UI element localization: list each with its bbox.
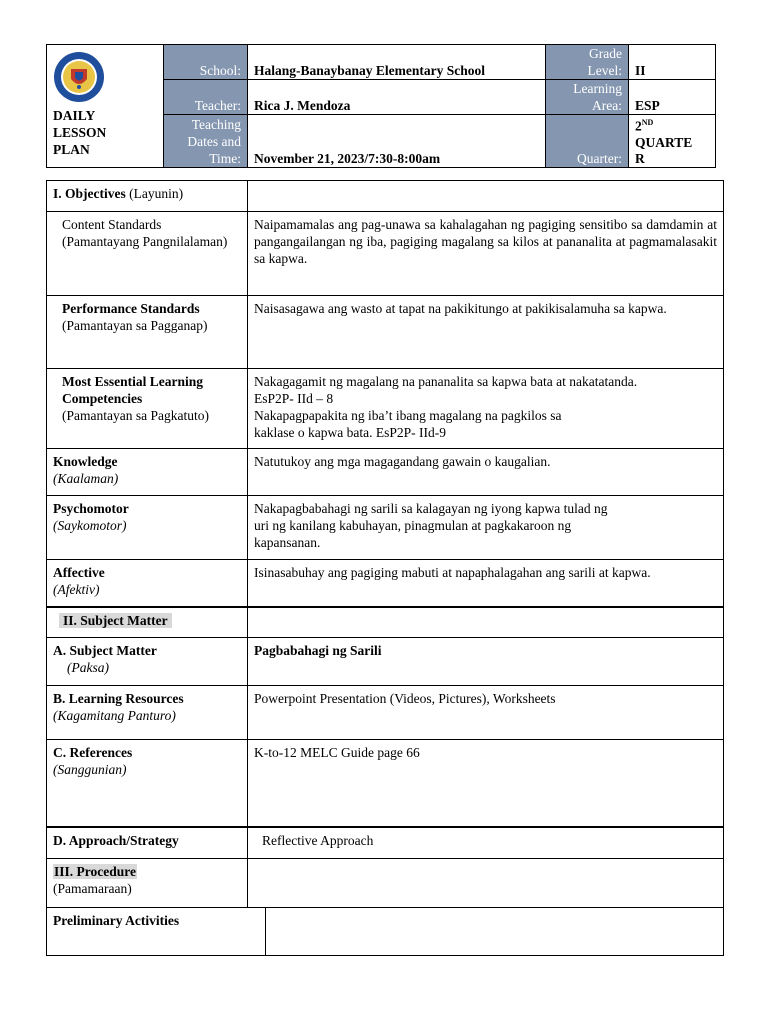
knowledge-label-cell	[47, 449, 248, 496]
dates-value: November 21, 2023/7:30-8:00am	[248, 115, 546, 168]
area-label-line: Learning	[573, 81, 622, 96]
school-value: Halang-Banaybanay Elementary School	[248, 45, 546, 80]
subject-b-sub: (Kagamitang Panturo)	[53, 708, 176, 723]
procedure-row	[47, 859, 724, 908]
procedure-empty	[248, 859, 724, 908]
psychomotor-text-cell	[248, 496, 724, 560]
grade-value: II	[629, 45, 716, 80]
area-value: ESP	[629, 80, 716, 115]
dates-label-line: Dates and	[187, 133, 241, 149]
knowledge-text: Natutukoy ang mga magagandang gawain o kaugalian.	[248, 449, 724, 496]
psychomotor-line: uri ng kanilang kabuhayan, pinagmulan at pagkakaroon ng	[254, 518, 572, 533]
content-standards-sub: (Pamantayang Pangnilalaman)	[62, 234, 228, 249]
psychomotor-row	[47, 496, 724, 560]
doc-title-line: DAILY	[53, 108, 96, 123]
area-label	[546, 80, 629, 115]
area-label-line: Area:	[592, 98, 622, 113]
subject-title-cell	[47, 607, 248, 638]
performance-standards-sub: (Pamantayan sa Pagganap)	[62, 318, 208, 333]
subject-b-text: Powerpoint Presentation (Videos, Pictures), Worksheets	[248, 686, 724, 740]
subject-d-label: D. Approach/Strategy	[47, 827, 248, 859]
objectives-row	[47, 181, 724, 212]
melc-line: EsP2P- IId – 8	[254, 391, 334, 406]
melc-line: kaklase o kapwa bata. EsP2P- IId-9	[254, 425, 446, 440]
subject-b-label: B. Learning Resources	[53, 691, 184, 706]
objectives-title-bold: I. Objectives	[53, 186, 126, 201]
subject-c-row	[47, 740, 724, 828]
teacher-value: Rica J. Mendoza	[248, 80, 546, 115]
melc-sub: (Pamantayan sa Pagkatuto)	[62, 408, 209, 423]
subject-d-text: Reflective Approach	[248, 827, 724, 859]
preliminary-table	[46, 907, 724, 956]
affective-label: Affective	[53, 565, 105, 580]
teacher-label: Teacher:	[164, 80, 248, 115]
subject-b-row	[47, 686, 724, 740]
quarter-number	[635, 115, 709, 135]
affective-label-cell	[47, 560, 248, 608]
quarter-value	[629, 115, 716, 168]
melc-label-line: Competencies	[62, 391, 143, 406]
subject-c-label-cell	[47, 740, 248, 828]
quarter-word-line: QUARTE	[635, 134, 693, 150]
content-standards-label-cell	[47, 212, 248, 296]
knowledge-row	[47, 449, 724, 496]
subject-a-row	[47, 638, 724, 686]
subject-c-label: C. References	[53, 745, 133, 760]
quarter-num: 2	[635, 118, 642, 134]
deped-seal-icon	[53, 51, 105, 103]
performance-standards-label: Performance Standards	[62, 301, 200, 316]
subject-title-row	[47, 607, 724, 638]
procedure-sub: (Pamamaraan)	[53, 881, 132, 896]
psychomotor-label: Psychomotor	[53, 501, 129, 516]
quarter-sup: ND	[641, 118, 654, 127]
procedure-title: III. Procedure	[54, 864, 136, 879]
affective-text: Isinasabuhay ang pagiging mabuti at napaphalagahan ang sarili at kapwa.	[248, 560, 724, 608]
affective-row	[47, 560, 724, 608]
preliminary-row	[47, 908, 724, 956]
subject-a-sub: (Paksa)	[67, 660, 109, 675]
melc-line: Nakagagamit ng magalang na pananalita sa kapwa bata at nakatatanda.	[254, 374, 638, 389]
melc-label-cell	[47, 369, 248, 449]
content-standards-text: Naipamamalas ang pag-unawa sa kahalagahan ng pagiging sensitibo sa damdamin at pangangailangan ng iba, pagiging magalang sa kilos at pananalita at pagmamalasakit sa kapwa.	[248, 212, 724, 296]
school-label: School:	[164, 45, 248, 80]
subject-title-empty	[248, 607, 724, 638]
subject-d-row	[47, 827, 724, 859]
lesson-table	[46, 180, 724, 908]
knowledge-label: Knowledge	[53, 454, 118, 469]
preliminary-label: Preliminary Activities	[47, 908, 266, 956]
objectives-empty	[248, 181, 724, 212]
grade-label-line: Grade	[589, 46, 622, 61]
psychomotor-line: Nakapagbabahagi ng sarili sa kalagayan ng iyong kapwa tulad ng	[254, 501, 608, 516]
subject-a-text: Pagbabahagi ng Sarili	[248, 638, 724, 686]
subject-c-sub: (Sanggunian)	[53, 762, 127, 777]
melc-text-cell	[248, 369, 724, 449]
quarter-label: Quarter:	[546, 115, 629, 168]
grade-label	[546, 45, 629, 80]
psychomotor-label-cell	[47, 496, 248, 560]
doc-title-line: PLAN	[53, 142, 90, 157]
objectives-title	[47, 181, 248, 212]
dates-label-line: Time:	[209, 150, 241, 166]
subject-a-label-cell	[47, 638, 248, 686]
preliminary-empty	[266, 908, 724, 956]
content-standards-label: Content Standards	[62, 217, 162, 232]
procedure-label-cell	[47, 859, 248, 908]
performance-standards-label-cell	[47, 296, 248, 369]
affective-sub: (Afektiv)	[53, 582, 100, 597]
quarter-word-line: R	[635, 150, 645, 166]
subject-title: II. Subject Matter	[59, 613, 172, 628]
performance-standards-row	[47, 296, 724, 369]
title-cell	[47, 45, 164, 168]
content-standards-row	[47, 212, 724, 296]
melc-line: Nakapagpapakita ng iba’t ibang magalang na pagkilos sa	[254, 408, 562, 423]
subject-a-label: A. Subject Matter	[53, 643, 157, 658]
psychomotor-line: kapansanan.	[254, 535, 321, 550]
dates-label-line: Teaching	[191, 116, 241, 132]
header-table	[46, 44, 716, 168]
objectives-title-rest: (Layunin)	[125, 186, 184, 201]
psychomotor-sub: (Saykomotor)	[53, 518, 127, 533]
doc-title-line: LESSON	[53, 125, 107, 140]
melc-row	[47, 369, 724, 449]
subject-c-text: K-to-12 MELC Guide page 66	[248, 740, 724, 828]
grade-label-line: Level:	[587, 63, 622, 78]
knowledge-sub: (Kaalaman)	[53, 471, 119, 486]
melc-label-line: Most Essential Learning	[62, 374, 204, 389]
subject-b-label-cell	[47, 686, 248, 740]
dates-label	[164, 115, 248, 168]
performance-standards-text: Naisasagawa ang wasto at tapat na pakikitungo at pakikisalamuha sa kapwa.	[248, 296, 724, 369]
